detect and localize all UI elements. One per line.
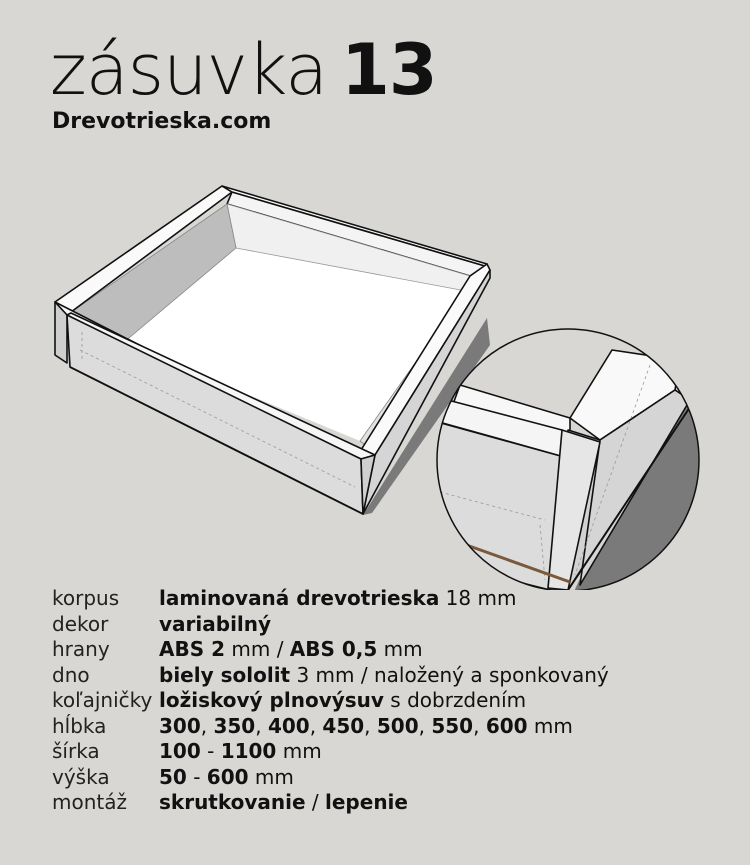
spec-value-bold: 300 — [159, 713, 201, 738]
title-word: zásuvka — [50, 29, 328, 111]
spec-value-bold: ložiskový plnovýsuv — [159, 688, 384, 712]
spec-value — [159, 765, 609, 791]
spec-label: dno — [52, 662, 90, 687]
spec-value — [159, 586, 609, 612]
spec-value-text: mm — [527, 713, 573, 738]
spec-label: hĺbka — [52, 713, 107, 738]
spec-value-text: , — [200, 713, 214, 738]
spec-value-text: 18 mm — [439, 586, 517, 610]
title-number: 13 — [341, 29, 437, 111]
spec-label: dekor — [52, 611, 109, 636]
spec-value-text: , — [309, 713, 323, 738]
spec-value-bold: 450 — [322, 713, 365, 738]
spec-value-text: , — [473, 713, 486, 738]
spec-row — [52, 688, 609, 714]
spec-value-text: mm — [276, 739, 322, 763]
spec-value — [159, 714, 609, 740]
spec-row — [52, 663, 609, 689]
spec-row — [52, 790, 609, 816]
spec-value-bold: lepenie — [325, 790, 408, 814]
spec-value — [159, 790, 609, 816]
spec-value-text: , — [364, 713, 377, 738]
spec-value-bold: 500 — [376, 713, 419, 738]
spec-value — [159, 612, 609, 638]
spec-row — [52, 586, 609, 612]
spec-value-bold: biely sololit — [159, 662, 291, 687]
spec-label: hrany — [52, 637, 110, 661]
spec-label: korpus — [52, 586, 120, 610]
drawer-box — [55, 186, 490, 514]
site-name: Drevotrieska.com — [52, 109, 272, 134]
spec-value — [159, 688, 609, 714]
spec-value-bold: 50 — [159, 764, 187, 789]
spec-row — [52, 637, 609, 663]
spec-value-bold: skrutkovanie — [159, 790, 306, 814]
spec-value — [159, 637, 609, 663]
spec-value-text: mm / — [225, 637, 290, 661]
spec-label: šírka — [52, 739, 100, 763]
spec-value-bold: 1100 — [220, 739, 277, 763]
spec-value-bold: ABS 2 — [159, 637, 226, 661]
spec-label: montáž — [52, 790, 127, 814]
spec-row — [52, 739, 609, 765]
spec-value-bold: variabilný — [159, 611, 272, 636]
spec-row — [52, 765, 609, 791]
spec-value-bold: 100 — [159, 739, 201, 763]
spec-value-text: mm — [377, 637, 423, 661]
spec-value-text: mm — [248, 764, 294, 789]
spec-value-text: - — [186, 764, 207, 789]
spec-value-bold: 600 — [206, 764, 249, 789]
spec-value-bold: laminovaná drevotrieska — [159, 586, 440, 610]
spec-label: koľajničky — [52, 688, 153, 712]
spec-value-text: , — [418, 713, 432, 738]
spec-value-text: - — [200, 739, 221, 763]
spec-value-bold: 600 — [485, 713, 528, 738]
spec-value-bold: ABS 0,5 — [289, 637, 378, 661]
spec-value — [159, 739, 609, 765]
spec-value-bold: 400 — [267, 713, 310, 738]
spec-value-text: s dobrzdením — [383, 688, 527, 712]
page-title — [50, 30, 437, 110]
drawer-illustration — [0, 150, 750, 590]
spec-value-bold: 350 — [213, 713, 256, 738]
spec-value-text: , — [255, 713, 268, 738]
spec-table — [52, 586, 609, 816]
spec-row — [52, 714, 609, 740]
spec-value-text: 3 mm / naložený a sponkovaný — [290, 662, 609, 687]
spec-value-bold: 550 — [431, 713, 474, 738]
spec-row — [52, 612, 609, 638]
spec-label: výška — [52, 764, 110, 789]
spec-value-text: / — [305, 790, 326, 814]
spec-value — [159, 663, 609, 689]
